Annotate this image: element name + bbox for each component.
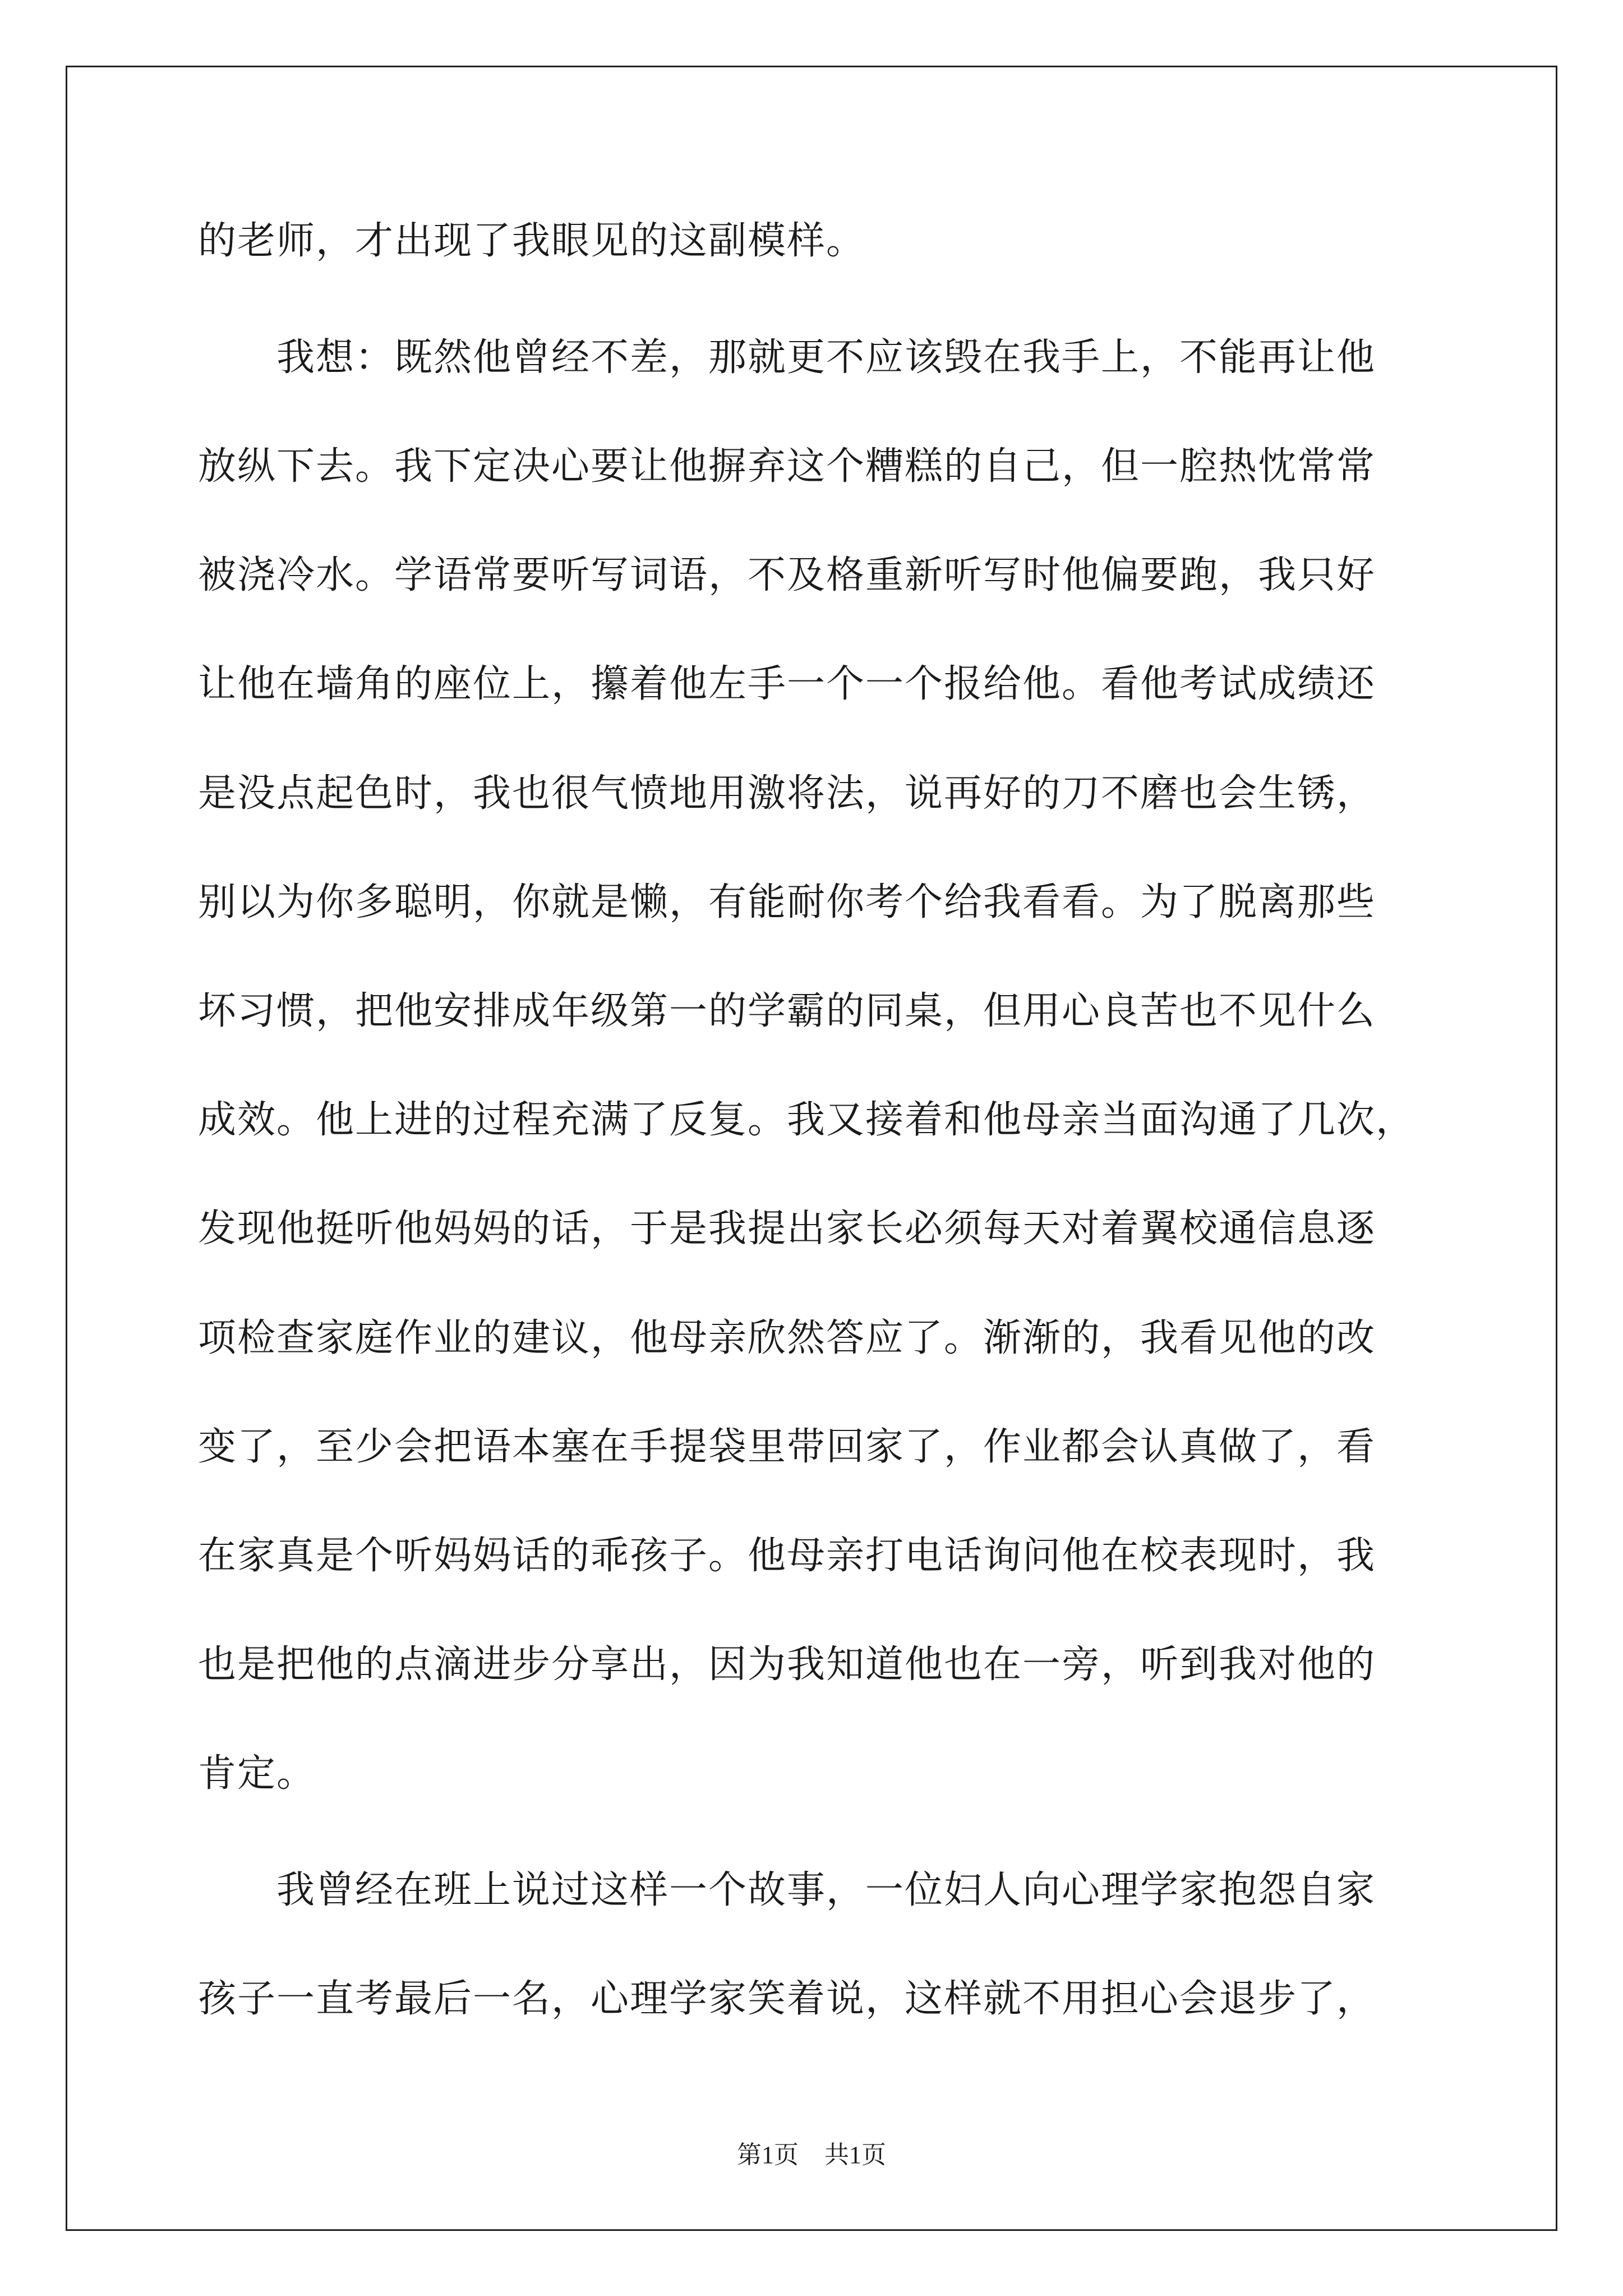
text-line: 肯定。 [198, 1751, 316, 1796]
text-line: 被浇冷水。学语常要听写词语，不及格重新听写时他偏要跑，我只好 [198, 553, 1376, 597]
text-line: 变了，至少会把语本塞在手提袋里带回家了，作业都会认真做了，看 [198, 1425, 1376, 1469]
text-line: 我曾经在班上说过这样一个故事，一位妇人向心理学家抱怨自家 [198, 1868, 1376, 1912]
text-line: 在家真是个听妈妈话的乖孩子。他母亲打电话询问他在校表现时，我 [198, 1534, 1376, 1578]
text-line: 是没点起色时，我也很气愤地用激将法，说再好的刀不磨也会生锈， [198, 771, 1376, 816]
text-line: 我想：既然他曾经不差，那就更不应该毁在我手上，不能再让他 [198, 335, 1376, 380]
text-line: 项检查家庭作业的建议，他母亲欣然答应了。渐渐的，我看见他的改 [198, 1316, 1376, 1360]
text-line: 让他在墙角的座位上，攥着他左手一个一个报给他。看他考试成绩还 [198, 662, 1376, 706]
text-line: 别以为你多聪明，你就是懒，有能耐你考个给我看看。为了脱离那些 [198, 880, 1376, 924]
text-line: 放纵下去。我下定决心要让他摒弃这个糟糕的自己，但一腔热忱常常 [198, 444, 1376, 489]
text-line: 也是把他的点滴进步分享出，因为我知道他也在一旁，听到我对他的 [198, 1642, 1376, 1687]
text-line: 发现他挺听他妈妈的话，于是我提出家长必须每天对着翼校通信息逐 [198, 1207, 1376, 1251]
text-line: 孩子一直考最后一名，心理学家笑着说，这样就不用担心会退步了， [198, 1977, 1376, 2021]
text-line: 成效。他上进的过程充满了反复。我又接着和他母亲当面沟通了几次， [198, 1098, 1415, 1142]
page-footer [0, 2138, 1623, 2172]
page-number-current: 第1页 [737, 2141, 799, 2169]
text-line: 坏习惯，把他安排成年级第一的学霸的同桌，但用心良苦也不见什么 [198, 989, 1376, 1033]
text-line: 的老师，才出现了我眼见的这副模样。 [198, 219, 866, 263]
page-number-total: 共1页 [824, 2141, 886, 2169]
